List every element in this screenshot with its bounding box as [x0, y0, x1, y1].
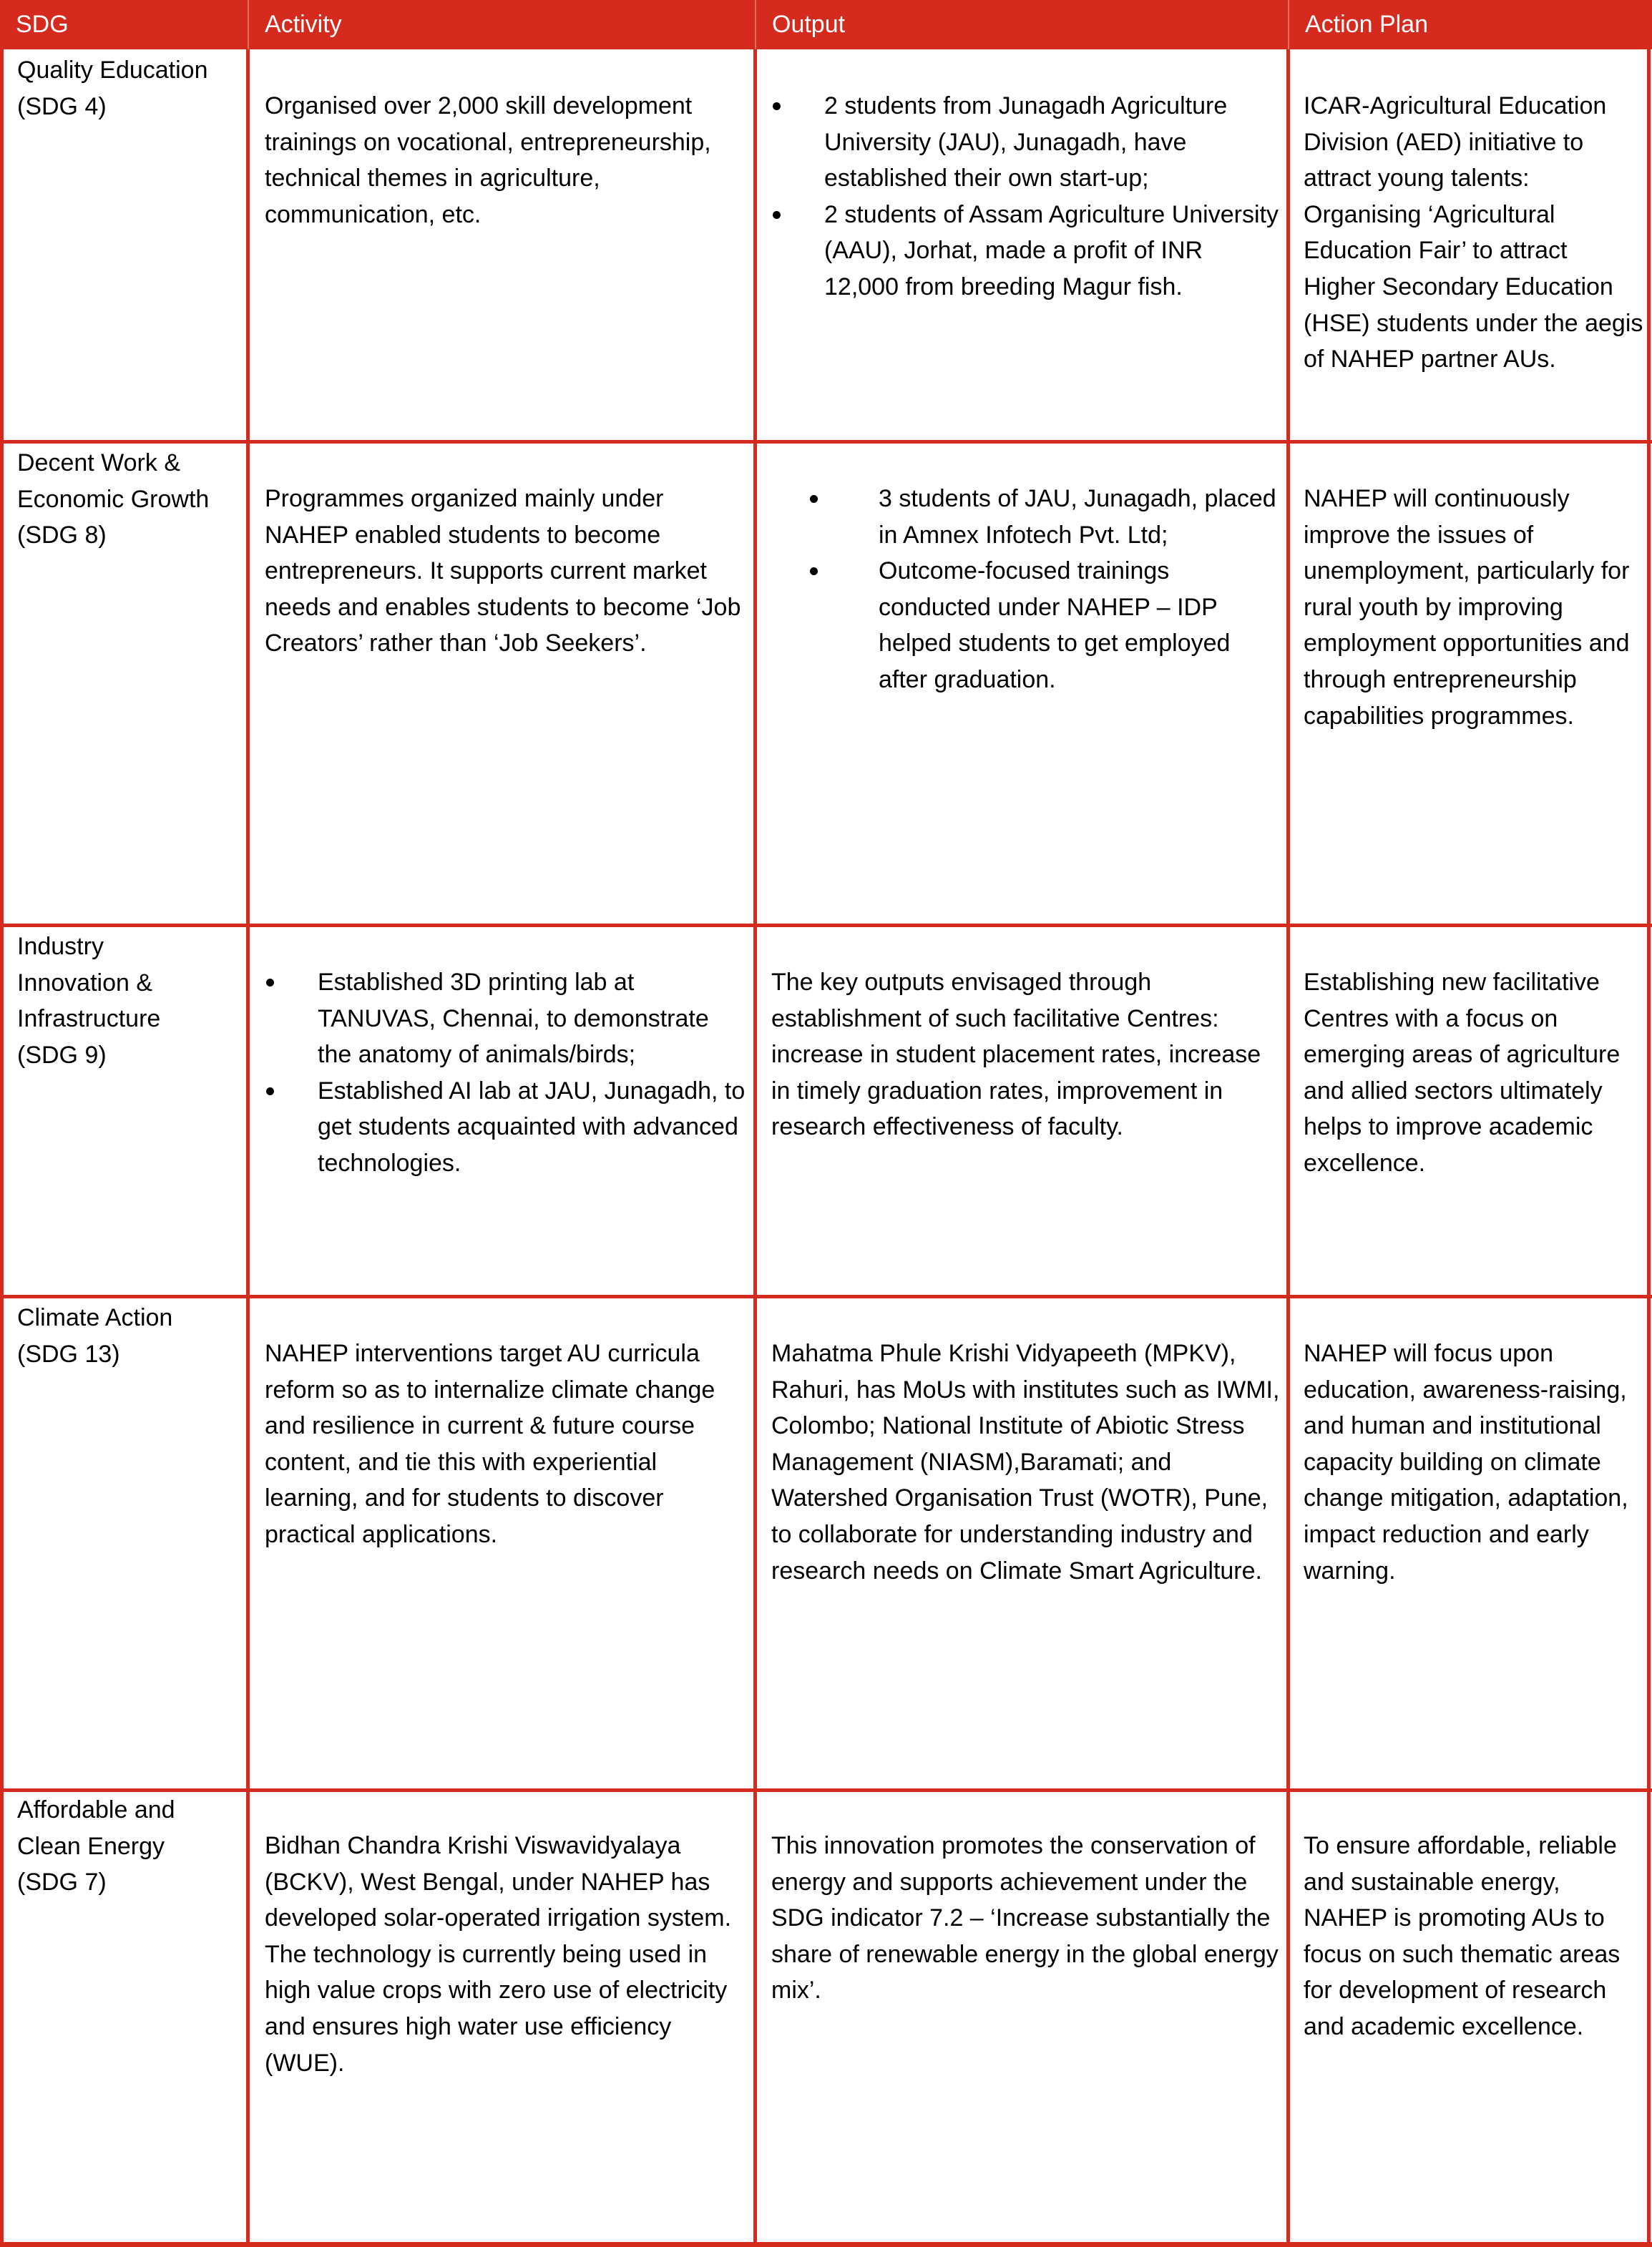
action-plan-text: To ensure affordable, reliable and sustainable energy, NAHEP is promoting AUs to focus on such thematic areas for development of research and academic excellence. — [1304, 1832, 1621, 2040]
header-action-plan: Action Plan — [1305, 11, 1428, 38]
table-row-sdg8-activity — [265, 481, 748, 662]
sdg-code: (SDG 8) — [17, 522, 107, 549]
sdg-name: Economic Growth — [17, 485, 210, 513]
action-plan-text: ICAR-Agricultural Education Division (AED) initiative to attract young talents: Organising ‘Agricultural Education Fair’ to attract Higher Secondary Education (HSE) students under the aegis of NAHEP partner AUs. — [1304, 92, 1643, 373]
table-row-sdg4-activity — [265, 88, 748, 232]
action-plan-text: Establishing new facilitative Centres with a focus on emerging areas of agriculture and allied sectors ultimately helps to improve academic excellence. — [1304, 969, 1621, 1177]
table-row-sdg4-sdg — [17, 52, 245, 124]
sdg-name: Quality Education — [17, 57, 208, 84]
sdg-code: (SDG 7) — [17, 1869, 107, 1896]
bullet-icon — [773, 102, 781, 110]
sdg-name: Innovation & — [17, 969, 153, 997]
output-text: Mahatma Phule Krishi Vidyapeeth (MPKV), Rahuri, has MoUs with institutes such as IWMI, Colombo; National Institute of Abiotic Stress Management (NIASM),Baramati; and Watershed Organisation Trust (WOTR), Pune, to collaborate for understanding industry and research needs on Climate Smart Agriculture. — [771, 1340, 1280, 1585]
table-border-bottom — [0, 2242, 1652, 2247]
table-row-sdg13-output — [771, 1336, 1283, 1589]
output-text: The key outputs envisaged through establishment of such facilitative Centres: increase in student placement rates, increase in timely graduation rates, improvement in research effectiveness of faculty. — [771, 969, 1261, 1141]
column-divider — [1286, 49, 1290, 2247]
bullet-icon — [773, 211, 781, 219]
activity-text: NAHEP interventions target AU curricula reform so as to internalize climate change and resilience in current & future course content, and tie this with experiential learning, and for students to discover practical applications. — [265, 1340, 715, 1548]
output-bullet: Outcome-focused trainings conducted under NAHEP – IDP helped students to get employed after graduation. — [808, 553, 1284, 697]
header-activity: Activity — [265, 11, 342, 38]
table-row-sdg13-sdg — [17, 1300, 245, 1372]
row-divider — [0, 1788, 1652, 1792]
table-border-left — [0, 49, 4, 2247]
activity-bullet: Established AI lab at JAU, Junagadh, to get students acquainted with advanced technologies. — [265, 1073, 748, 1182]
sdg-name: Affordable and — [17, 1796, 175, 1823]
table-row-sdg9-action-plan — [1304, 964, 1643, 1182]
table-row-sdg9-activity — [265, 964, 748, 1182]
action-plan-text: NAHEP will continuously improve the issues of unemployment, particularly for rural youth by improving employment opportunities and through entrepreneurship capabilities programmes. — [1304, 485, 1630, 730]
header-output: Output — [772, 11, 846, 38]
table-row-sdg7-output — [771, 1828, 1283, 2009]
activity-bullet: Established 3D printing lab at TANUVAS, Chennai, to demonstrate the anatomy of animals/birds; — [265, 964, 748, 1073]
table-row-sdg4-action-plan — [1304, 88, 1643, 378]
table-row-sdg13-activity — [265, 1336, 748, 1553]
table-border-right — [1647, 49, 1651, 2247]
row-divider — [0, 440, 1652, 444]
bullet-icon — [810, 495, 818, 503]
sdg-code: (SDG 13) — [17, 1340, 120, 1368]
table-row-sdg9-sdg — [17, 929, 245, 1073]
output-text: This innovation promotes the conservation of energy and supports achievement under the SDG indicator 7.2 – ‘Increase substantially the share of renewable energy in the global energy mix’. — [771, 1832, 1279, 2004]
sdg-code: (SDG 4) — [17, 92, 107, 120]
table-row-sdg7-sdg — [17, 1792, 245, 1901]
header-sdg: SDG — [16, 11, 69, 38]
bullet-icon — [266, 979, 274, 987]
table-row-sdg8-action-plan — [1304, 481, 1643, 734]
table-row-sdg13-action-plan — [1304, 1336, 1643, 1589]
activity-text: Organised over 2,000 skill development trainings on vocational, entrepreneurship, technical themes in agriculture, communication, etc. — [265, 92, 711, 228]
activity-text: Bidhan Chandra Krishi Viswavidyalaya (BCKV), West Bengal, under NAHEP has developed solar-operated irrigation system. The technology is currently being used in high value crops with zero use of electricity and ensures high water use efficiency (WUE). — [265, 1832, 732, 2077]
action-plan-text: NAHEP will focus upon education, awareness-raising, and human and institutional capacity building on climate change mitigation, adaptation, impact reduction and early warning. — [1304, 1340, 1628, 1585]
bullet-icon — [266, 1087, 274, 1095]
output-bullet: 3 students of JAU, Junagadh, placed in Amnex Infotech Pvt. Ltd; — [808, 481, 1284, 553]
output-bullet: 2 students from Junagadh Agriculture University (JAU), Junagadh, have established their own start-up; — [771, 88, 1283, 197]
table-row-sdg4-output — [771, 88, 1283, 305]
table-row-sdg7-activity — [265, 1828, 748, 2081]
column-divider — [246, 49, 250, 2247]
column-divider — [753, 49, 757, 2247]
sdg-name: Climate Action — [17, 1304, 173, 1331]
sdg-name: Industry — [17, 933, 104, 960]
table-row-sdg7-action-plan — [1304, 1828, 1643, 2045]
row-divider — [0, 1295, 1652, 1298]
sdg-name: Decent Work & — [17, 449, 181, 476]
table-header — [0, 0, 1652, 49]
sdg-name: Clean Energy — [17, 1832, 165, 1860]
output-bullet: 2 students of Assam Agriculture University (AAU), Jorhat, made a profit of INR 12,000 from breeding Magur fish. — [771, 197, 1283, 305]
sdg-code: (SDG 9) — [17, 1041, 107, 1069]
bullet-icon — [810, 567, 818, 575]
table-row-sdg9-output — [771, 964, 1283, 1145]
table-row-sdg8-output — [808, 481, 1284, 698]
row-divider — [0, 924, 1652, 927]
sdg-name: Infrastructure — [17, 1005, 161, 1033]
activity-text: Programmes organized mainly under NAHEP enabled students to become entrepreneurs. It supports current market needs and enables students to become ‘Job Creators’ rather than ‘Job Seekers’. — [265, 485, 741, 657]
table-row-sdg8-sdg — [17, 445, 245, 554]
